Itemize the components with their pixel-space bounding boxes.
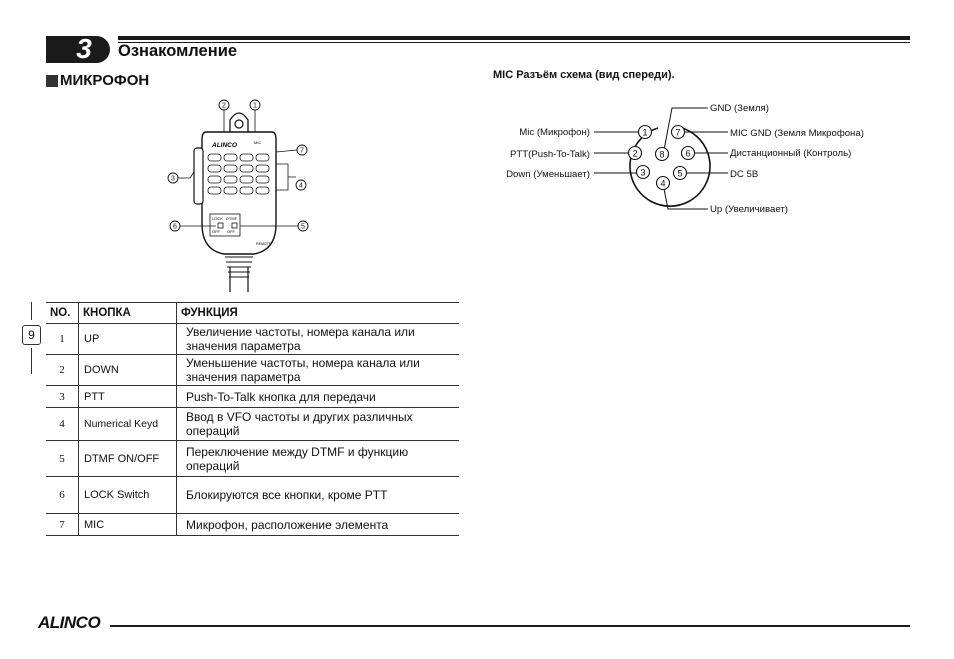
section-marker — [46, 75, 58, 87]
row-button: LOCK Switch — [79, 477, 177, 514]
row-function: Блокируются все кнопки, кроме PTT — [177, 477, 460, 514]
row-no: 2 — [46, 355, 79, 386]
section-title: МИКРОФОН — [60, 72, 150, 89]
callout-2: 2 — [222, 102, 226, 110]
label-ptt: PTT(Push-To-Talk) — [510, 149, 590, 160]
chapter-title: Ознакомление — [118, 42, 238, 60]
row-button: MIC — [79, 514, 177, 536]
pin-1-label: 1 — [642, 127, 648, 138]
cable-strain-relief — [224, 252, 254, 277]
table-row — [46, 386, 459, 408]
function-table — [46, 302, 459, 536]
row-function: Ввод в VFO частоты и других различных операций — [177, 408, 460, 441]
pin-6-label: 6 — [685, 148, 691, 159]
table-row — [46, 441, 459, 477]
pin-5-label: 5 — [677, 168, 683, 179]
footer-rule — [110, 625, 910, 627]
row-function: Переключение между DTMF и функцию операций — [177, 441, 460, 477]
row-function: Микрофон, расположение элемента — [177, 514, 460, 536]
svg-text:OFF: OFF — [212, 229, 220, 234]
pin-7-label: 7 — [675, 127, 681, 138]
callout-7: 7 — [300, 147, 304, 155]
svg-text:REMOTE: REMOTE — [256, 242, 272, 246]
row-button: DOWN — [79, 355, 177, 386]
label-remote: Дистанционный (Контроль) — [730, 148, 852, 159]
callout-4: 4 — [299, 182, 303, 190]
row-function: Уменьшение частоты, номера канала или значения параметра — [177, 355, 460, 386]
callout-1: 1 — [253, 102, 257, 110]
side-rule-bottom — [31, 348, 32, 374]
table-header-row — [46, 303, 459, 324]
svg-text:DTMF: DTMF — [226, 216, 238, 221]
table-row — [46, 408, 459, 441]
mic-hanger — [230, 113, 248, 132]
callout-5: 5 — [301, 223, 305, 231]
table-row — [46, 355, 459, 386]
svg-text:LOCK: LOCK — [212, 216, 223, 221]
page-number: 9 — [22, 325, 41, 345]
label-down: Down (Уменьшает) — [506, 169, 590, 180]
pin-8-label: 8 — [659, 149, 665, 160]
callout-6: 6 — [173, 223, 177, 231]
row-button: PTT — [79, 386, 177, 408]
table-row — [46, 324, 459, 355]
header-rule-thick — [118, 36, 910, 40]
label-mic-gnd: MIC GND (Земля Микрофона) — [730, 128, 864, 139]
pin-3-label: 3 — [640, 167, 646, 178]
label-gnd: GND (Земля) — [710, 103, 769, 114]
mic-label-text: MIC — [254, 140, 262, 145]
pin-4-label: 4 — [660, 178, 666, 189]
row-no: 6 — [46, 477, 79, 514]
chapter-number: 3 — [76, 33, 92, 64]
mic-brand-label: ALINCO — [212, 142, 237, 149]
header-no: NO. — [46, 303, 79, 324]
microphone-illustration — [160, 92, 320, 292]
label-mic: Mic (Микрофон) — [519, 127, 590, 138]
mic-cable — [230, 267, 248, 292]
footer-brand-logo: ALINCO — [38, 613, 101, 632]
row-no: 3 — [46, 386, 79, 408]
label-dc: DC 5B — [730, 169, 759, 180]
callout-3: 3 — [171, 175, 175, 183]
label-up: Up (Увеличивает) — [710, 204, 788, 215]
table-row — [46, 477, 459, 514]
row-function: Увеличение частоты, номера канала или значения параметра — [177, 324, 460, 355]
table-row — [46, 514, 459, 536]
row-button: DTMF ON/OFF — [79, 441, 177, 477]
row-no: 5 — [46, 441, 79, 477]
row-button: Numerical Keyd — [79, 408, 177, 441]
row-function: Push-To-Talk кнопка для передачи — [177, 386, 460, 408]
header-button: КНОПКА — [79, 303, 177, 324]
svg-text:OFF: OFF — [227, 229, 235, 234]
header-function: ФУНКЦИЯ — [177, 303, 460, 324]
connector-pinout-diagram — [490, 95, 900, 225]
side-rule-top — [31, 302, 32, 320]
pin-2-label: 2 — [632, 148, 638, 159]
connector-diagram-title: MIC Разъём схема (вид спереди). — [493, 69, 675, 81]
mic-side-ptt — [194, 148, 203, 204]
row-no: 1 — [46, 324, 79, 355]
row-no: 7 — [46, 514, 79, 536]
row-button: UP — [79, 324, 177, 355]
row-no: 4 — [46, 408, 79, 441]
